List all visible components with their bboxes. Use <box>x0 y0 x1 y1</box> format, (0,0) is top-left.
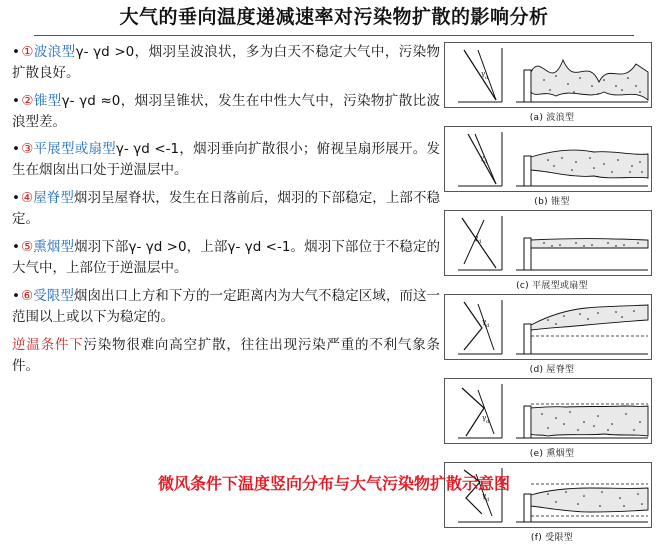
figure-panel-fumigation <box>444 378 652 446</box>
list-bullet: • <box>12 239 20 256</box>
list-keyword: 熏烟型 <box>33 239 75 256</box>
list-text: γ- γd <-1，烟羽垂向扩散很小；俯视呈扇形展开。发生在烟囱出口处于逆温层中。 <box>12 141 440 179</box>
figure-label: (c) 平展型或扇型 <box>516 280 588 291</box>
list-text: 烟囱出口上方和下方的一定距离内为大气不稳定区域，而这一范围以上或以下为稳定的。 <box>12 288 441 325</box>
list-item <box>12 139 440 181</box>
list-bullet: • <box>12 190 20 207</box>
footer-note-text: 污染物很难向高空扩散，往往出现污染严重的不利气象条件。 <box>12 336 441 374</box>
list-item <box>12 42 440 84</box>
list-text: 烟羽呈屋脊状，发生在日落前后，烟羽的下部稳定，上部不稳定。 <box>12 190 441 228</box>
figure-panel-lofting <box>444 294 652 362</box>
svg-text:γ: γ <box>480 153 485 162</box>
svg-text:d: d <box>486 496 490 503</box>
text-column <box>8 42 440 377</box>
list-item <box>12 91 440 133</box>
figure-label: (b) 锥型 <box>534 196 570 207</box>
list-keyword: 锥型 <box>33 92 62 109</box>
svg-text:γ: γ <box>481 69 486 78</box>
figure-panel-coning <box>444 126 652 194</box>
list-keyword: 波浪型 <box>33 43 76 60</box>
list-number: ② <box>20 92 34 109</box>
list-keyword: 屋脊型 <box>33 190 74 207</box>
list-item <box>12 286 440 328</box>
list-text: 烟羽下部γ- γd >0，上部γ- γd <-1。烟羽下部位于不稳定的大气中，上部位于逆温层中。 <box>12 239 440 277</box>
list-text: γ- γd >0，烟羽呈波浪状，多为白天不稳定大气中，污染物扩散良好。 <box>12 43 441 81</box>
list-number: ⑤ <box>20 239 34 256</box>
list-number: ③ <box>20 141 34 158</box>
list-keyword: 平展型或扇型 <box>33 141 116 158</box>
figure-panel-fanning <box>444 210 652 278</box>
figure-panel-looping <box>444 42 652 110</box>
svg-text:d: d <box>486 418 490 425</box>
list-text: γ- γd ≈0，烟羽呈锥状，发生在中性大气中，污染物扩散比波浪型差。 <box>12 92 441 130</box>
svg-text:d: d <box>484 158 488 165</box>
list-item <box>12 188 440 230</box>
svg-text:γ: γ <box>474 233 479 242</box>
page-title: 大气的垂向温度递减速率对污染物扩散的影响分析 <box>119 6 549 28</box>
footer-note-keyword: 逆温条件下 <box>12 336 84 353</box>
list-number: ① <box>20 43 34 60</box>
list-bullet: • <box>12 288 20 305</box>
svg-text:γ: γ <box>482 317 487 326</box>
figure-caption: 微风条件下温度竖向分布与大气污染物扩散示意图 <box>157 474 510 493</box>
figure-label: (d) 屋脊型 <box>529 364 575 375</box>
title-divider <box>34 35 634 36</box>
list-item <box>12 237 440 279</box>
list-keyword: 受限型 <box>33 288 74 305</box>
list-bullet: • <box>12 92 20 109</box>
figure-label: (e) 熏烟型 <box>529 448 575 459</box>
figure-label: (a) 波浪型 <box>529 112 575 123</box>
list-bullet: • <box>12 141 20 158</box>
figure-label: (f) 受限型 <box>530 532 574 543</box>
svg-text:d: d <box>478 238 482 245</box>
list-bullet: • <box>12 43 20 60</box>
list-number: ④ <box>20 190 34 207</box>
svg-text:d: d <box>486 322 490 329</box>
svg-text:γ: γ <box>482 413 487 422</box>
footer-note <box>12 335 440 377</box>
svg-text:γ: γ <box>482 491 487 500</box>
svg-text:d: d <box>485 74 489 81</box>
list-number: ⑥ <box>20 288 34 305</box>
